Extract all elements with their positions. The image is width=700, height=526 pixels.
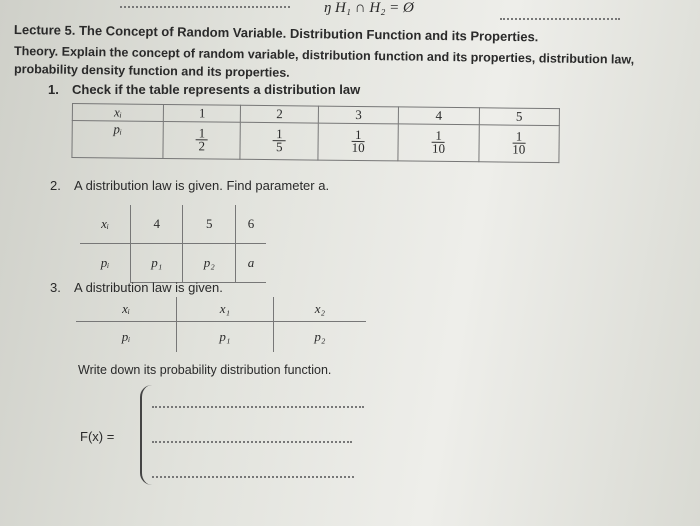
fraction-denominator: 5	[275, 138, 283, 154]
task1-x-cell: 1	[163, 104, 241, 122]
task3-x-row	[76, 297, 366, 322]
task1-x-cell: 3	[318, 106, 399, 124]
task1-text: Check if the table represents a distribution law	[72, 82, 361, 97]
fraction-denominator: 10	[431, 140, 446, 156]
top-dotted-line-right	[500, 18, 620, 20]
left-brace	[140, 385, 152, 485]
fraction-denominator: 2	[198, 137, 206, 153]
task1-table	[71, 103, 560, 163]
fraction-denominator: 10	[351, 139, 365, 155]
task3-x-cell: x₂	[273, 297, 366, 322]
fraction-numerator: 1	[273, 128, 286, 141]
theory-line-1: Theory. Explain the concept of random variable, distribution function and its properties, distribution law,	[13, 44, 635, 67]
task2-p-cell: p₁	[131, 244, 183, 283]
task2-text	[74, 178, 329, 193]
lecture-title: Lecture 5. The Concept of Random Variable. Distribution Function and its Properties.	[13, 22, 539, 45]
task3-p-row	[76, 322, 366, 353]
fraction-numerator: 1	[512, 130, 525, 143]
task1-p-cell	[240, 122, 318, 160]
theory-line-2: probability density function and its properties.	[13, 62, 290, 80]
task2-p-label: pᵢ	[80, 244, 131, 283]
task2-table	[80, 205, 266, 283]
task1-x-cell: 2	[241, 105, 319, 123]
task2-x-cell: 5	[183, 205, 235, 244]
task2-x-row	[80, 205, 266, 244]
task2-number: 2.	[50, 178, 61, 193]
top-formula: ŋ H₁ ∩ H₂ = Ø	[324, 0, 414, 16]
task1-p-cell	[479, 125, 560, 163]
fraction-numerator: 1	[196, 127, 209, 140]
task2-p-cell: p₂	[183, 244, 235, 283]
task2-x-label: xᵢ	[80, 205, 131, 244]
fraction-denominator: 10	[512, 141, 526, 157]
task3-p-label: pᵢ	[76, 322, 177, 353]
task2-p-row	[80, 244, 266, 283]
task1-number: 1.	[48, 82, 59, 97]
fraction-numerator: 1	[432, 129, 445, 142]
task2-x-cell: 6	[235, 205, 266, 244]
top-dotted-line-left	[120, 6, 290, 8]
task1-p-cell	[398, 124, 479, 162]
task2-text-label: A distribution law is given. Find parameter a.	[74, 178, 330, 193]
task3-p-cell: p₁	[177, 322, 274, 353]
task1-x-cell: 5	[479, 108, 560, 126]
task2-x-cell: 4	[131, 205, 183, 244]
task3-text: A distribution law is given.	[74, 280, 223, 295]
blank-line-3	[152, 476, 354, 478]
task3-table	[76, 297, 366, 352]
blank-line-1	[152, 406, 364, 408]
task1-x-cell: 4	[399, 107, 480, 125]
task1-p-row	[72, 121, 559, 163]
task3-p-cell: p₂	[273, 322, 366, 353]
task1-p-cell	[318, 123, 399, 161]
task1-x-label: xᵢ	[72, 104, 163, 122]
task1-p-label: pᵢ	[72, 121, 163, 159]
task3-x-label: xᵢ	[76, 297, 177, 322]
task3-x-cell: x₁	[177, 297, 274, 322]
blank-line-2	[152, 441, 352, 443]
fx-label: F(x) =	[80, 429, 115, 444]
task2-p-cell: a	[235, 244, 266, 283]
task3-number: 3.	[50, 280, 61, 295]
task1-p-cell	[163, 121, 241, 159]
fraction-numerator: 1	[352, 128, 365, 141]
task3-instruction: Write down its probability distribution function.	[78, 363, 332, 377]
